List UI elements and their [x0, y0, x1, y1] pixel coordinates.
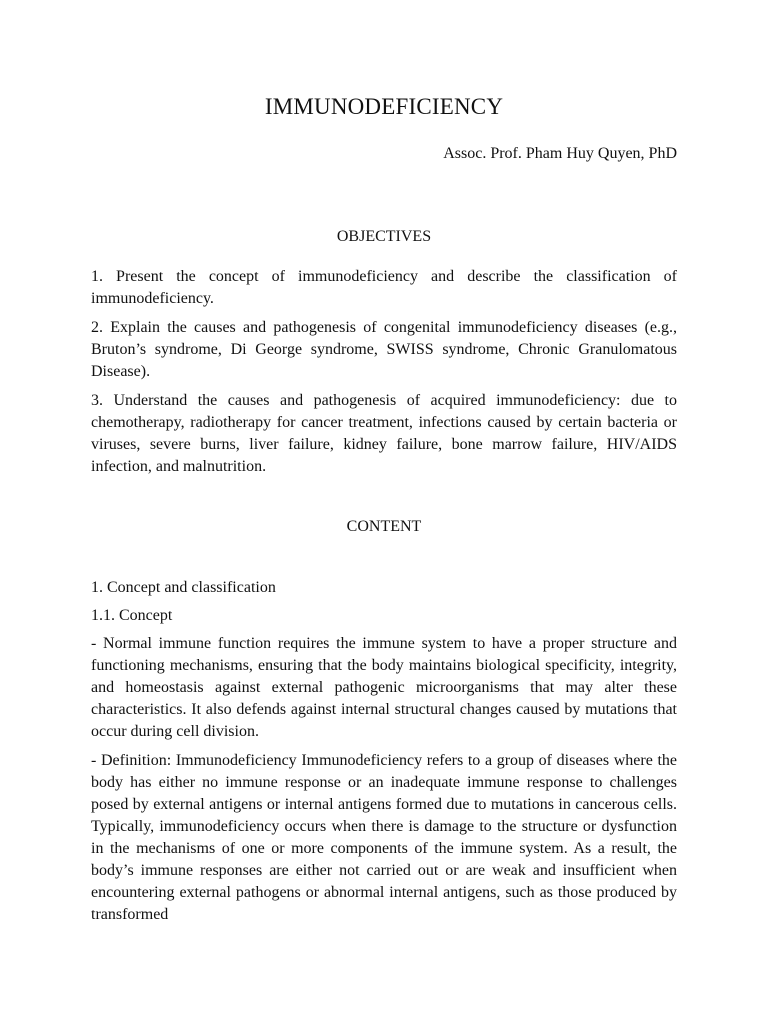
- subsection-heading: 1.1. Concept: [91, 607, 173, 624]
- section-heading: 1. Concept and classification: [91, 579, 276, 596]
- objectives-heading: OBJECTIVES: [336, 228, 432, 245]
- body-paragraph: - Definition: Immunodeficiency Immunodeficiency refers to a group of diseases where the body has either no immune response or an inadequate immune response to challenges posed by external antigens or internal antigens formed due to mutations in cancerous cells. Typically, immunodeficiency occurs when there is damage to the structure or dysfunction in the mechanisms of one or more components of the immune system. As a result, the body’s immune responses are either not carried out or are weak and insufficient when encountering external pathogens or abnormal internal antigens, such as those produced by transformed: [91, 752, 677, 923]
- body-paragraph: - Normal immune function requires the immune system to have a proper structure and functioning mechanisms, ensuring that the body maintains biological specificity, integrity, and homeostasis against external pathogenic microorganisms that may alter these characteristics. It also defends against internal structural changes caused by mutations that occur during cell division.: [91, 635, 677, 740]
- content-heading: CONTENT: [346, 518, 422, 535]
- objectives-list: [91, 266, 677, 485]
- objective-item: 1. Present the concept of immunodeficiency and describe the classification of immunodeficiency.: [91, 268, 677, 307]
- author-line: Assoc. Prof. Pham Huy Quyen, PhD: [443, 145, 677, 162]
- section-concept-classification: [91, 577, 677, 933]
- objective-item: 3. Understand the causes and pathogenesis of acquired immunodeficiency: due to chemotherapy, radiotherapy for cancer treatment, infections caused by certain bacteria or viruses, severe burns, liver failure, kidney failure, bone marrow failure, HIV/AIDS infection, and malnutrition.: [91, 392, 677, 475]
- document-title: IMMUNODEFICIENCY: [264, 94, 504, 119]
- objective-item: 2. Explain the causes and pathogenesis of congenital immunodeficiency diseases (e.g., Bruton’s syndrome, Di George syndrome, SWISS syndrome, Chronic Granulomatous Disease).: [91, 319, 677, 380]
